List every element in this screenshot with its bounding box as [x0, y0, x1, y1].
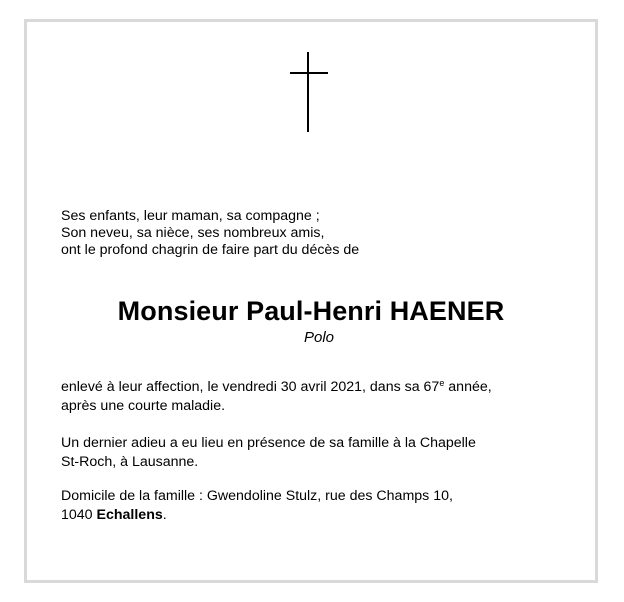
death-line-text-end: année,: [444, 379, 492, 395]
ordinal-suffix: e: [439, 378, 445, 388]
death-line-text: enlevé à leur affection, le vendredi 30 avril 2021, dans sa 67: [61, 379, 440, 395]
farewell-line: St-Roch, à Lausanne.: [61, 454, 199, 470]
death-line: [61, 378, 492, 397]
intro-line: Ses enfants, leur maman, sa compagne ;: [61, 208, 320, 224]
cross-horizontal-bar: [290, 72, 328, 74]
town-name: Echallens: [96, 507, 163, 523]
cross-icon: [290, 52, 328, 132]
death-line-2: après une courte maladie.: [61, 398, 226, 414]
farewell-line: Un dernier adieu a eu lieu en présence de sa famille à la Chapelle: [61, 435, 476, 451]
family-address: [61, 487, 453, 525]
address-line-2: [61, 506, 453, 525]
address-line: Domicile de la famille : Gwendoline Stulz, rue des Champs 10,: [61, 488, 453, 504]
postcode: 1040: [61, 507, 97, 523]
obituary-notice: [24, 19, 598, 583]
death-announcement: [61, 378, 492, 416]
intro-line: Son neveu, sa nièce, ses nombreux amis,: [61, 225, 325, 241]
intro-block: [61, 208, 359, 259]
cross-vertical-bar: [307, 52, 309, 132]
farewell-paragraph: [61, 434, 476, 472]
nickname: Polo: [303, 329, 335, 346]
deceased-name: Monsieur Paul-Henri HAENER: [117, 296, 505, 326]
address-end: .: [162, 507, 167, 523]
intro-line: ont le profond chagrin de faire part du décès de: [61, 242, 360, 258]
